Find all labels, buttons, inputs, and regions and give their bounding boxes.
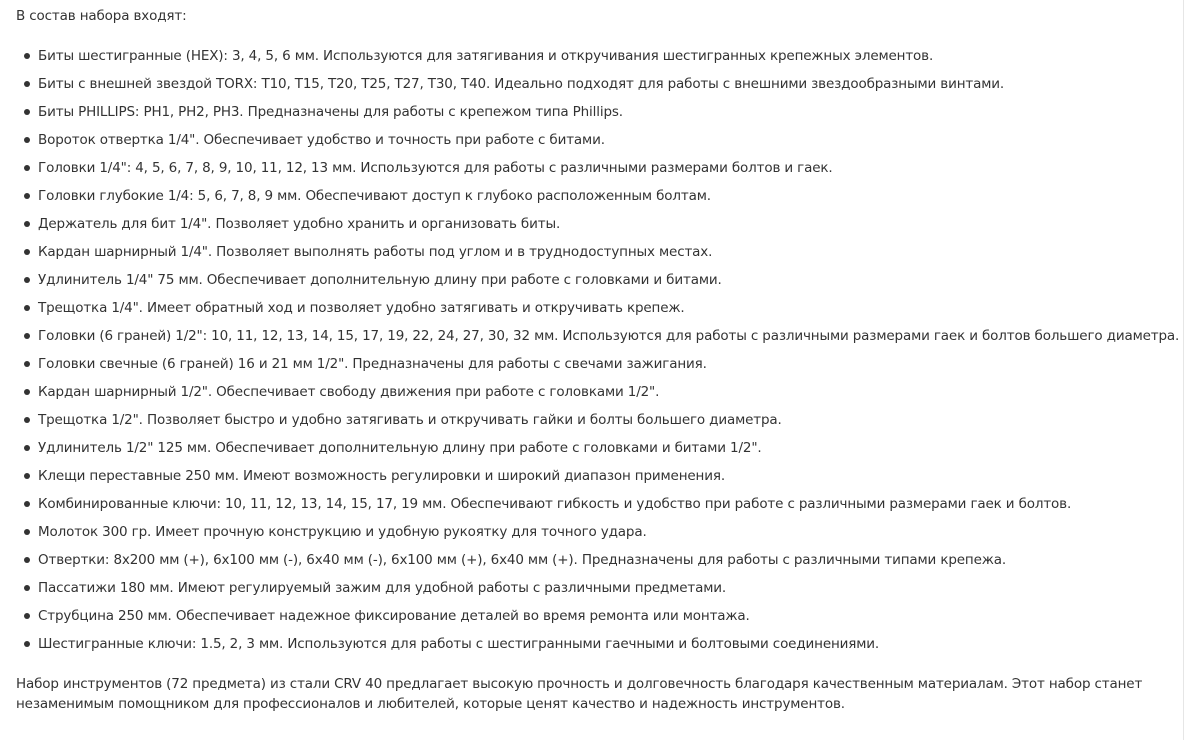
list-item: [38, 606, 1179, 634]
bullet-icon: [24, 613, 30, 619]
list-item-text: Удлинитель 1/4" 75 мм. Обеспечивает дополнительную длину при работе с головками и битами.: [38, 272, 722, 288]
list-item-text: Трещотка 1/4". Имеет обратный ход и позволяет удобно затягивать и откручивать крепеж.: [38, 300, 685, 316]
bullet-icon: [24, 81, 30, 87]
bullet-icon: [24, 361, 30, 367]
bullet-icon: [24, 249, 30, 255]
list-item-text: Головки свечные (6 граней) 16 и 21 мм 1/2". Предназначены для работы с свечами зажигания.: [38, 356, 707, 372]
list-item-text: Молоток 300 гр. Имеет прочную конструкцию и удобную рукоятку для точного удара.: [38, 524, 647, 540]
list-item-text: Головки 1/4": 4, 5, 6, 7, 8, 9, 10, 11, 12, 13 мм. Используются для работы с различными размерами болтов и гаек.: [38, 160, 833, 176]
bullet-icon: [24, 137, 30, 143]
bullet-icon: [24, 641, 30, 647]
bullet-icon: [24, 193, 30, 199]
list-item: [38, 270, 1179, 298]
list-item: [38, 214, 1179, 242]
bullet-icon: [24, 473, 30, 479]
list-item: [38, 438, 1179, 466]
list-item: [38, 46, 1179, 74]
list-item: [38, 466, 1179, 494]
list-item-text: Комбинированные ключи: 10, 11, 12, 13, 14, 15, 17, 19 мм. Обеспечивают гибкость и удобство при работе с различными размерами гаек и болтов.: [38, 496, 1072, 512]
list-item: [38, 354, 1179, 382]
list-item: [38, 382, 1179, 410]
bullet-icon: [24, 109, 30, 115]
list-item: [38, 242, 1179, 270]
list-item: [38, 186, 1179, 214]
list-item-text: Держатель для бит 1/4". Позволяет удобно хранить и организовать биты.: [38, 216, 561, 232]
bullet-icon: [24, 277, 30, 283]
list-item: [38, 298, 1179, 326]
list-item: [38, 102, 1179, 130]
list-item: [38, 634, 1179, 662]
list-item-text: Кардан шарнирный 1/4". Позволяет выполнять работы под углом и в труднодоступных местах.: [38, 244, 713, 260]
list-item-text: Трещотка 1/2". Позволяет быстро и удобно затягивать и откручивать гайки и болты большего диаметра.: [38, 412, 782, 428]
list-item-text: Струбцина 250 мм. Обеспечивает надежное фиксирование деталей во время ремонта или монтажа.: [38, 608, 750, 624]
bullet-icon: [24, 53, 30, 59]
list-item: [38, 550, 1179, 578]
list-item-text: Пассатижи 180 мм. Имеют регулируемый зажим для удобной работы с различными предметами.: [38, 580, 727, 596]
bullet-icon: [24, 389, 30, 395]
list-item-text: Отвертки: 8x200 мм (+), 6x100 мм (-), 6x40 мм (-), 6x100 мм (+), 6x40 мм (+). Предназначены для работы с различными типами крепежа.: [38, 552, 1006, 568]
list-item-text: Биты с внешней звездой TORX: T10, T15, T20, T25, T27, T30, T40. Идеально подходят для работы с внешними звездообразными винтами.: [38, 76, 1005, 92]
list-item: [38, 130, 1179, 158]
intro-text: В состав набора входят:: [16, 8, 187, 24]
list-item: [38, 158, 1179, 186]
bullet-icon: [24, 585, 30, 591]
list-item-text: Клещи переставные 250 мм. Имеют возможность регулировки и широкий диапазон применения.: [38, 468, 725, 484]
list-item: [38, 578, 1179, 606]
bullet-icon: [24, 417, 30, 423]
list-item: [38, 410, 1179, 438]
bullet-icon: [24, 501, 30, 507]
bullet-icon: [24, 165, 30, 171]
list-item: [38, 326, 1179, 354]
list-item-text: Удлинитель 1/2" 125 мм. Обеспечивает дополнительную длину при работе с головками и битами 1/2".: [38, 440, 762, 456]
contents-list: [38, 46, 1179, 662]
list-item-text: Головки глубокие 1/4: 5, 6, 7, 8, 9 мм. Обеспечивают доступ к глубоко расположенным болтам.: [38, 188, 711, 204]
list-item: [38, 494, 1179, 522]
bullet-icon: [24, 529, 30, 535]
bullet-icon: [24, 333, 30, 339]
list-item-text: Вороток отвертка 1/4". Обеспечивает удобство и точность при работе с битами.: [38, 132, 605, 148]
list-item-text: Биты PHILLIPS: PH1, PH2, PH3. Предназначены для работы с крепежом типа Phillips.: [38, 104, 623, 120]
list-item-text: Биты шестигранные (HEX): 3, 4, 5, 6 мм. Используются для затягивания и откручивания шестигранных крепежных элементов.: [38, 48, 934, 64]
list-item: [38, 74, 1179, 102]
bullet-icon: [24, 221, 30, 227]
list-item-text: Головки (6 граней) 1/2": 10, 11, 12, 13, 14, 15, 17, 19, 22, 24, 27, 30, 32 мм. Используются для работы с различными размерами гаек и болтов большего диаметра.: [38, 328, 1180, 344]
summary-paragraph: Набор инструментов (72 предмета) из стали CRV 40 предлагает высокую прочность и долговечность благодаря качественным материалам. Этот набор станет незаменимым помощником для профессионалов и любителей, которые ценят качество и надежность инструментов.: [16, 676, 1143, 712]
bullet-icon: [24, 445, 30, 451]
list-item-text: Кардан шарнирный 1/2". Обеспечивает свободу движения при работе с головками 1/2".: [38, 384, 660, 400]
bullet-icon: [24, 557, 30, 563]
list-item-text: Шестигранные ключи: 1.5, 2, 3 мм. Используются для работы с шестигранными гаечными и болтовыми соединениями.: [38, 636, 880, 652]
list-item: [38, 522, 1179, 550]
bullet-icon: [24, 305, 30, 311]
